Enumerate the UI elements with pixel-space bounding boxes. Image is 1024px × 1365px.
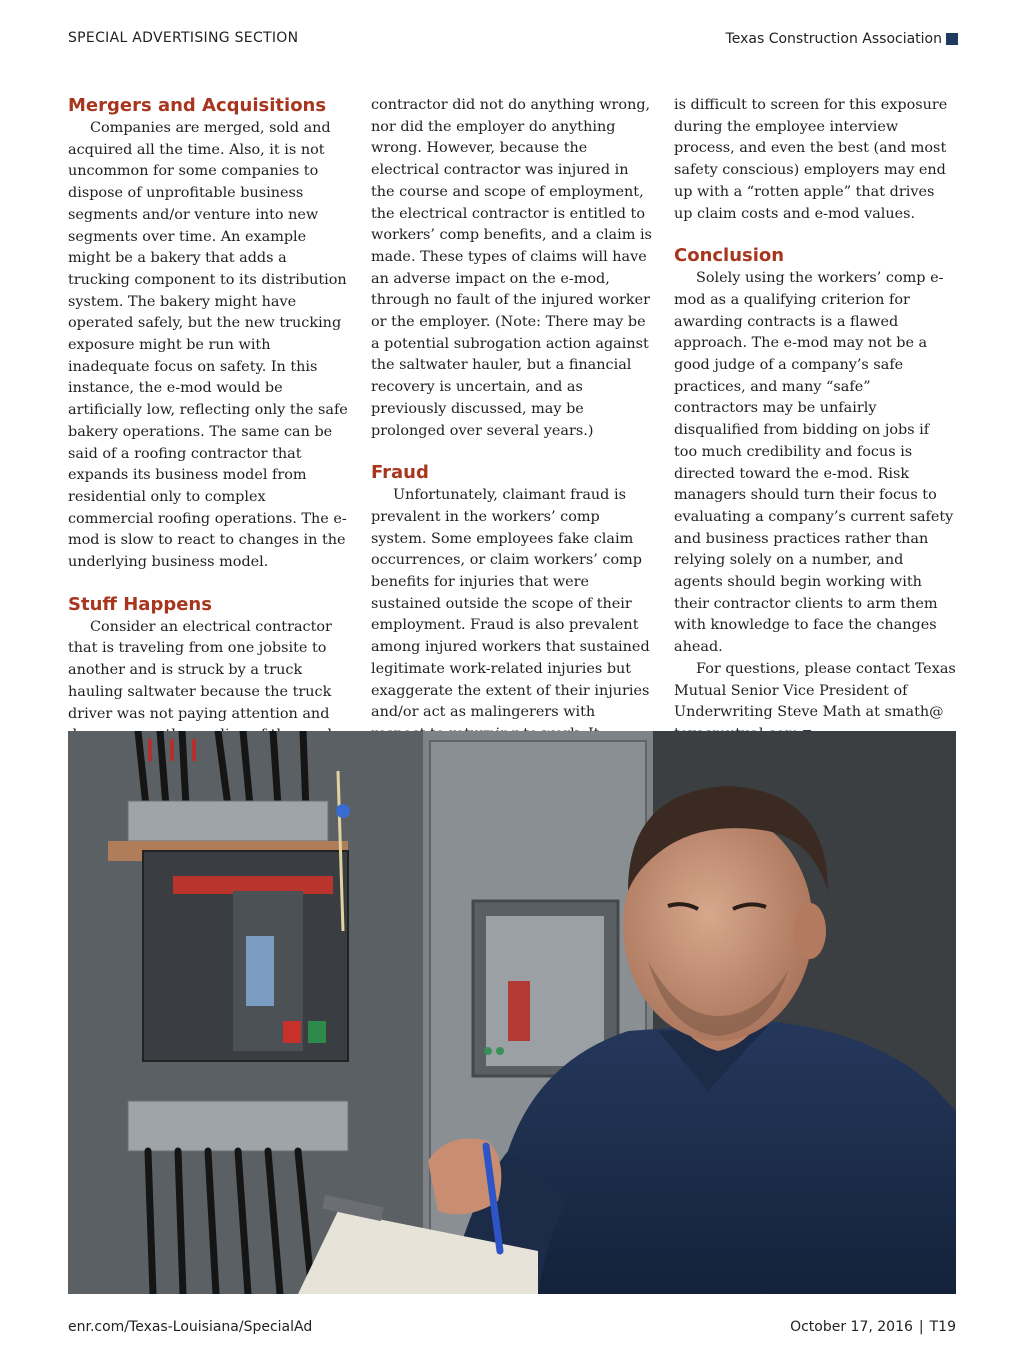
paragraph-conclusion: Solely using the workers’ comp e-mod as a qualifying criterion for awarding contracts is a flawed approach. The e-mod may not be a good judge of a company’s safe practices, and many “safe” contractors may be unfairly disqualified from bidding on jobs if too much credibility and focus is directed toward the e-mod. Risk managers should turn their focus to evaluating a company’s current safety and business practices rather than relying solely on a number, and agents should begin working with their contractor clients to arm them with knowledge to face the changes ahead.	[674, 270, 954, 656]
paragraph-stuff-continued: contractor did not do anything wrong, nor did the employer do anything wrong. However, because the electrical contractor was injured in the course and scope of employment, the electrical contractor is entitled to workers’ comp benefits, and a claim is made. These types of claims will have an adverse impact on the e-mod, through no fault of the injured worker or the employer. (Note: There may be a potential subrogation action against the saltwater hauler, but a financial recovery is uncertain, and as previously discussed, may be prolonged over several years.)	[371, 97, 652, 439]
paragraph-fraud: Unfortunately, claimant fraud is prevalent in the workers’ comp system. Some employees fake claim occurrences, or claim workers’ comp benefits for injuries that were sustained outside the scope of their employment. Fraud is also prevalent among injured workers that sustained legitimate work-related injuries but exaggerate the extent of their injuries and/or act as malingerers with	[371, 487, 650, 721]
paragraph-fraud-continued: is difficult to screen for this exposure during the employee interview process, and even the best (and most safety conscious) employers may end up with a “rotten apple” that drives up claim costs and e-mod values.	[674, 97, 948, 222]
heading-fraud: Fraud	[371, 462, 429, 484]
contact-text: For questions, please contact Texas Mutual Senior Vice President of Underwriting Steve Math at smath@	[674, 660, 956, 721]
footer-url: enr.com/Texas-Louisiana/SpecialAd	[68, 1319, 313, 1335]
paragraph-mergers: Companies are merged, sold and acquired all the time. Also, it is not uncommon for some companies to dispose of unprofitable business segments and/or venture into new segments over time. An example might be a bakery that adds a trucking component to its distribution system. The bakery might have operated safely, but the new trucking exposure might be run with inadequate focus on safety. In this instance, the e-mod would be artificially low, reflecting only the safe bakery operations. The same can be said of a roofing contractor that expands its business model from residential only to complex commercial roofing operations. The e-mod is slow to react to changes in the underlying business model.	[68, 120, 348, 571]
column-3	[674, 95, 956, 746]
publication-label: Texas Construction Association	[725, 31, 942, 47]
heading-mergers: Mergers and Acquisitions	[68, 95, 327, 116]
photo-illustration	[68, 731, 956, 1294]
electrician-writing-photo	[68, 731, 956, 1294]
footer-separator: |	[918, 1319, 924, 1335]
paragraph-stuff-happens: Consider an electrical contractor that is traveling from one jobsite to another and is struck by a truck hauling saltwater because the truck driver was not paying attention and	[68, 618, 332, 722]
section-label: SPECIAL ADVERTISING SECTION	[68, 30, 299, 46]
column-2	[371, 95, 653, 746]
heading-stuff-happens: Stuff Happens	[68, 593, 212, 615]
page-number: T19	[929, 1319, 956, 1335]
square-icon	[946, 33, 958, 45]
column-1	[68, 95, 350, 769]
publication-name	[726, 31, 958, 47]
heading-conclusion: Conclusion	[674, 245, 785, 267]
footer-date: October 17, 2016	[790, 1319, 913, 1335]
footer-date-page	[790, 1319, 956, 1335]
